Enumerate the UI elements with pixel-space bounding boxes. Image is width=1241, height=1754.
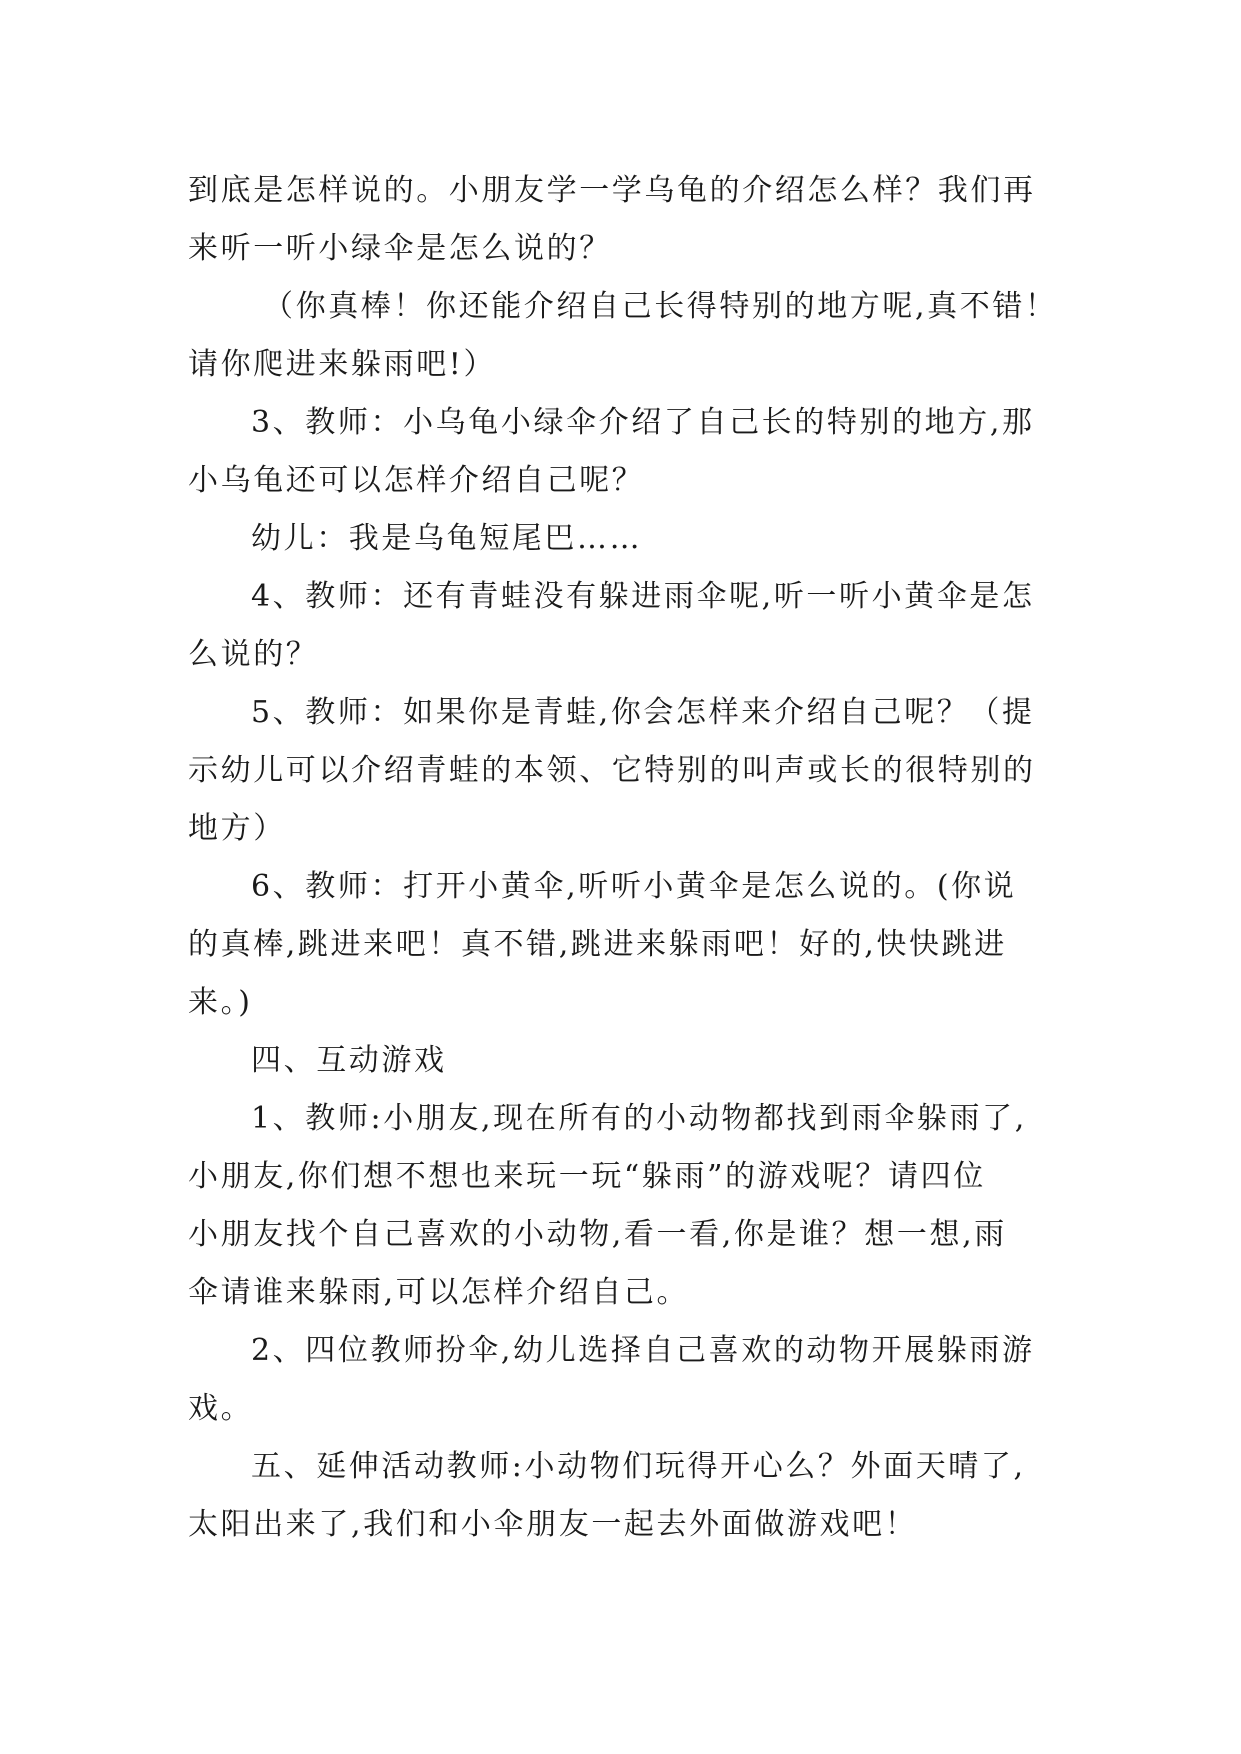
section-heading: 四、互动游戏 [251, 1043, 447, 1078]
text-line: 请你爬进来躲雨吧!） [188, 347, 497, 382]
text-line: 2、四位教师扮伞,幼儿选择自己喜欢的动物开展躲雨游 [251, 1333, 1035, 1368]
text-line: 小朋友,你们想不想也来玩一玩“躲雨”的游戏呢？请四位 [188, 1159, 986, 1194]
text-line: 1、教师:小朋友,现在所有的小动物都找到雨伞躲雨了, [251, 1101, 1027, 1136]
document-body [188, 162, 1058, 1554]
text-line: 3、教师：小乌龟小绿伞介绍了自己长的特别的地方,那 [251, 405, 1035, 440]
text-line: 4、教师：还有青蛙没有躲进雨伞呢,听一听小黄伞是怎 [251, 579, 1035, 614]
text-line: 的真棒,跳进来吧！真不错,跳进来躲雨吧！好的,快快跳进 [188, 927, 1007, 962]
text-line: 么说的？ [188, 637, 319, 672]
section-heading: 五、延伸活动教师:小动物们玩得开心么？外面天晴了, [251, 1449, 1026, 1484]
text-line: 5、教师：如果你是青蛙,你会怎样来介绍自己呢？（提 [251, 695, 1035, 730]
text-line: 示幼儿可以介绍青蛙的本领、它特别的叫声或长的很特别的 [188, 753, 1036, 788]
text-line: （你真棒！你还能介绍自己长得特别的地方呢,真不错！ [263, 289, 1058, 324]
text-line: 6、教师：打开小黄伞,听听小黄伞是怎么说的。(你说 [251, 869, 1017, 904]
text-line: 小乌龟还可以怎样介绍自己呢？ [188, 463, 645, 498]
text-line: 太阳出来了,我们和小伞朋友一起去外面做游戏吧！ [188, 1507, 918, 1542]
text-line: 戏。 [188, 1391, 254, 1426]
text-line: 幼儿：我是乌龟短尾巴…… [251, 521, 643, 556]
text-line: 小朋友找个自己喜欢的小动物,看一看,你是谁？想一想,雨 [188, 1217, 1007, 1252]
text-line: 来听一听小绿伞是怎么说的？ [188, 231, 612, 266]
text-line: 地方） [188, 811, 286, 846]
text-line: 来。) [188, 985, 253, 1020]
text-line: 伞请谁来躲雨,可以怎样介绍自己。 [188, 1275, 690, 1310]
text-line: 到底是怎样说的。小朋友学一学乌龟的介绍怎么样？我们再 [188, 173, 1036, 208]
